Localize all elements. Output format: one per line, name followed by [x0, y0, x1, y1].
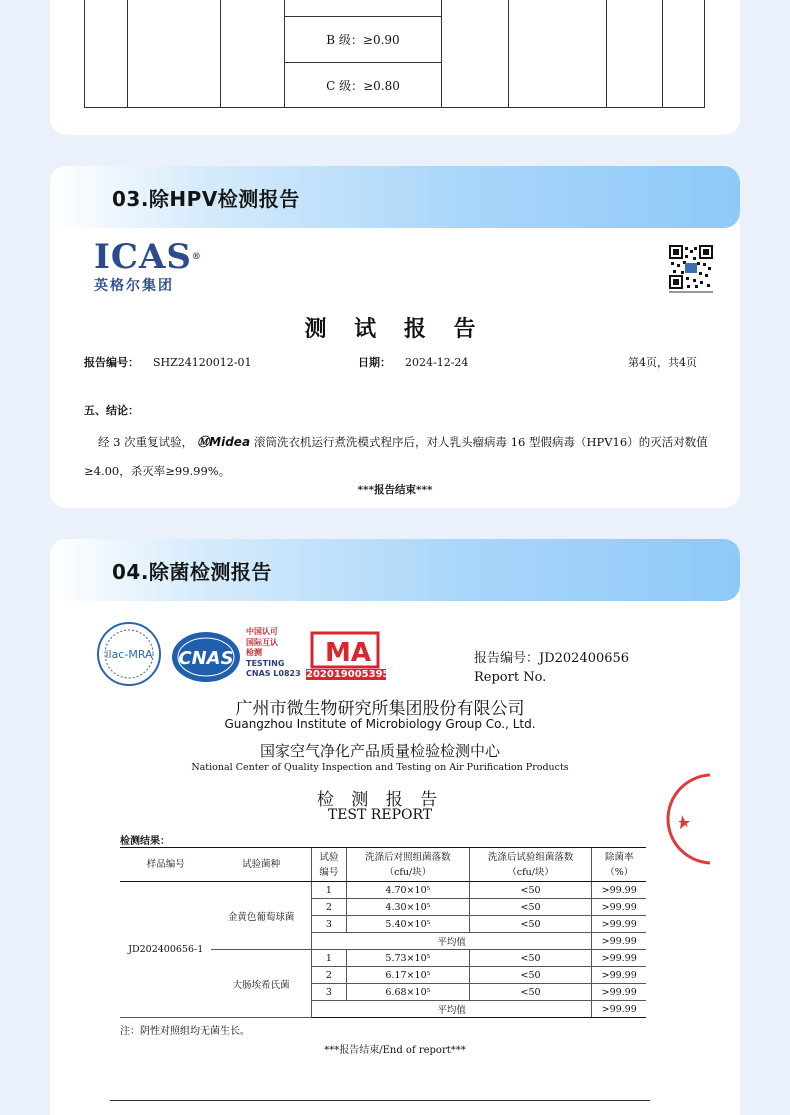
cnas-text: 中国认可 国际互认 检测 TESTING CNAS L0823 [246, 627, 301, 678]
table-row: JD202400656-1 金黄色葡萄球菌 1 4.70×10⁵ <50 >99.99 [120, 882, 646, 899]
institute-name-en: Guangzhou Institute of Microbiology Group Co., Ltd. [224, 717, 536, 731]
midea-logo: ⓂMidea [197, 435, 251, 449]
test-report-title-en: TEST REPORT [327, 807, 433, 823]
table-note: 注：阴性对照组均无菌生长。 [120, 1026, 250, 1037]
table-row: 3 5.40×10⁵ <50 >99.99 [120, 916, 646, 933]
page-info: 第4页，共4页 [628, 356, 697, 369]
conclusion-heading: 五、结论： [84, 404, 139, 417]
bacteria-report-card [50, 539, 740, 1115]
table-row: 大肠埃希氏菌 1 5.73×10⁵ <50 >99.99 [120, 950, 646, 967]
results-label: 检测结果： [120, 836, 170, 847]
conclusion-text: 经 3 次重复试验， ⓂMidea 滚筒洗衣机运行煮洗模式程序后，对人乳头瘤病毒 16 型假病毒（HPV16）的灭活对数值≥4.00，杀灭率≥99.99%。 [84, 435, 708, 478]
report-date: 日期： 2024-12-24 [358, 356, 469, 369]
svg-text:MA: MA [325, 638, 371, 668]
svg-text:ilac-MRA: ilac-MRA [105, 648, 153, 661]
table-row: 2 6.17×10⁵ <50 >99.99 [120, 967, 646, 984]
section-banner-hpv [50, 166, 740, 228]
ilac-mra-logo [96, 621, 162, 687]
svg-text:CNAS: CNAS [178, 648, 234, 669]
report-title: 测 试 报 告 [304, 316, 486, 342]
report-number: 报告编号： SHZ24120012-01 [84, 356, 252, 369]
red-stamp-seal [662, 769, 710, 869]
grade-b-cell: B 级：≥0.90 [285, 17, 442, 63]
report-number-block: 报告编号：JD202400656 Report No. [474, 651, 630, 685]
institute-name-cn: 广州市微生物研究所集团股份有限公司 [235, 699, 525, 719]
qr-code-icon [669, 245, 713, 295]
center-name-cn: 国家空气净化产品质量检验检测中心 [259, 742, 500, 760]
report-end: ***报告结束*** [357, 484, 433, 496]
table-row: 3 6.68×10⁵ <50 >99.99 [120, 984, 646, 1001]
strain-cell: 大肠埃希氏菌 [211, 950, 311, 1018]
results-table [120, 847, 646, 1018]
cma-number: 202019005395 [306, 669, 390, 680]
section-heading-bacteria: 04.除菌检测报告 [112, 560, 272, 584]
test-report-title-cn: 检 测 报 告 [316, 790, 444, 810]
strain-cell: 金黄色葡萄球菌 [211, 882, 311, 950]
icas-logo: ICAS® 英格尔集团 [94, 237, 202, 294]
section-heading-hpv: 03.除HPV检测报告 [112, 187, 300, 211]
divider [110, 1100, 650, 1101]
sample-id-cell: JD202400656-1 [120, 882, 211, 1018]
average-row: 平均值 >99.99 [120, 1001, 646, 1018]
center-name-en: National Center of Quality Inspection and Testing on Air Purification Products [191, 762, 569, 773]
table-header-row: 样品编号 试验菌种 试验 编号 洗涤后对照组菌落数 （cfu/块） 洗涤后试验组菌落数 （cfu/块） 除菌率 （%） [120, 848, 646, 882]
table-row: 2 4.30×10⁵ <50 >99.99 [120, 899, 646, 916]
spec-table-fragment [84, 0, 705, 108]
table-fragment-card [50, 0, 740, 135]
average-row: 平均值 >99.99 [120, 933, 646, 950]
section-banner-bacteria [50, 539, 740, 601]
cnas-logo [170, 629, 242, 685]
hpv-report-card [50, 166, 740, 508]
grade-c-cell: C 级：≥0.80 [285, 63, 442, 108]
report-end-en: ***报告结束/End of report*** [324, 1045, 466, 1056]
